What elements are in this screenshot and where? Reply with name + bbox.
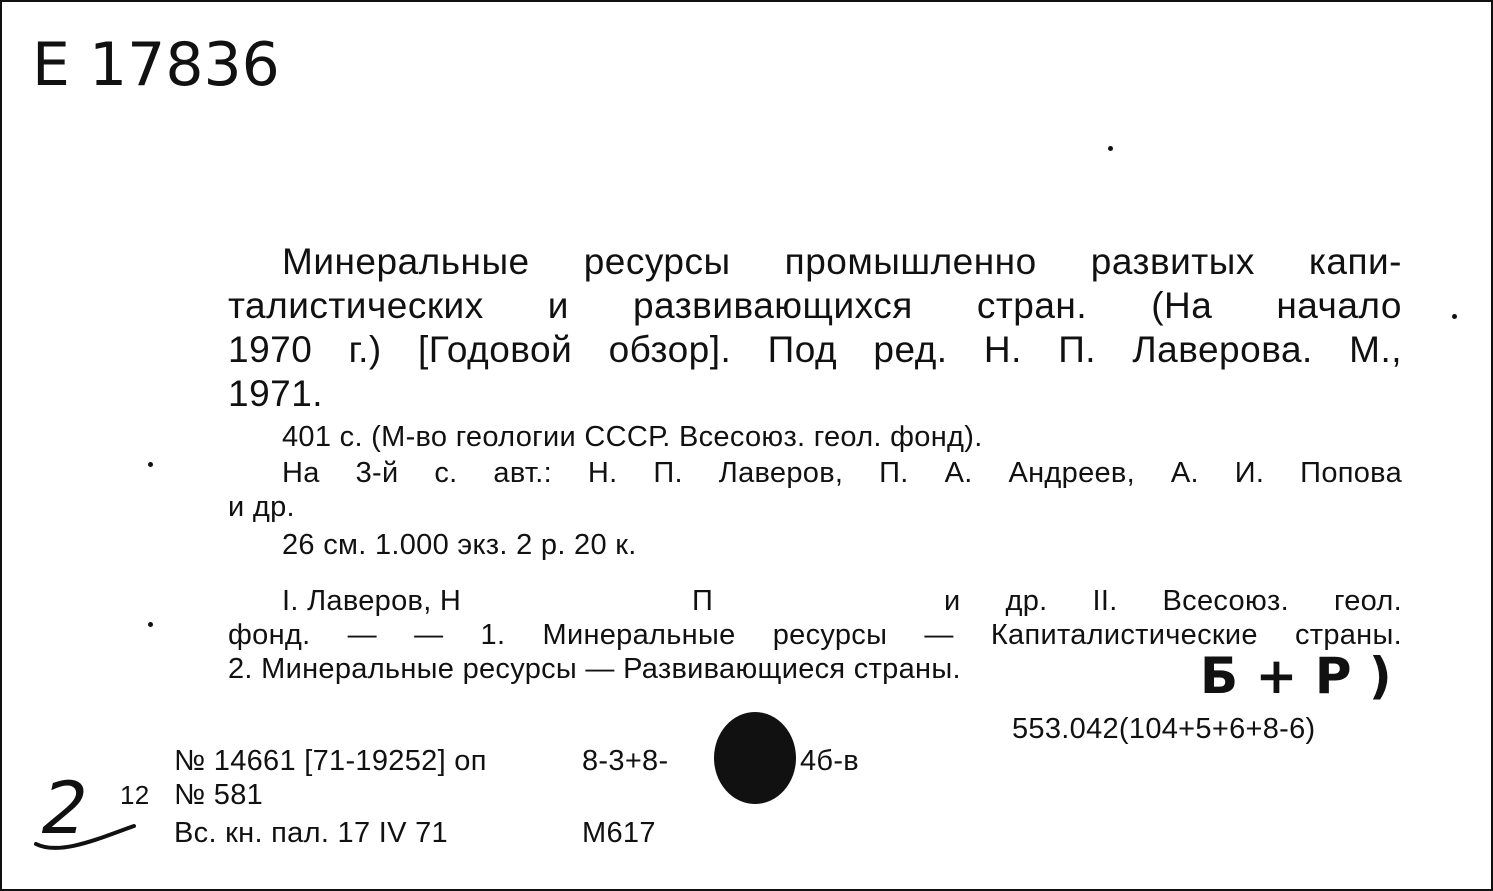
footer-line-1b: 8-3+8- xyxy=(582,745,669,777)
footer-line-2-number: 12 xyxy=(120,780,150,810)
tracing-line-3: 2. Минеральные ресурсы — Развивающиеся страны. xyxy=(228,653,961,685)
footer-line-1c: 4б-в xyxy=(800,745,860,777)
footer-line-1a: № 14661 [71-19252] оп xyxy=(174,745,487,777)
title-line-1: Минеральные ресурсы промышленно развитых капи- xyxy=(282,241,1402,282)
title-line-2: талистических и развивающихся стран. (На начало xyxy=(228,285,1402,326)
footer-line-3b: М617 xyxy=(582,817,656,849)
speck xyxy=(148,462,153,467)
tracing-line-1a: I. Лаверов, Н xyxy=(282,585,462,617)
handwritten-mark: 2 xyxy=(33,766,97,850)
description-line-3: и др. xyxy=(228,491,295,523)
call-number: Е 17836 xyxy=(32,30,280,100)
footer-line-2: № 581 xyxy=(174,779,264,811)
speck xyxy=(1108,146,1113,151)
ink-blot xyxy=(714,712,796,804)
tracing-line-1c: и др. II. Всесоюз. геол. xyxy=(944,585,1402,617)
title-line-4: 1971. xyxy=(228,373,324,414)
handwritten-stroke xyxy=(30,818,140,858)
footer-line-3a: Вс. кн. пал. 17 IV 71 xyxy=(174,817,448,849)
tracing-line-2: фонд. — — 1. Минеральные ресурсы — Капиталистические страны. xyxy=(228,619,1402,651)
description-line-1: 401 с. (М-во геологии СССР. Всесоюз. геол. фонд). xyxy=(282,421,983,453)
speck xyxy=(148,622,153,627)
title-line-3: 1970 г.) [Годовой обзор]. Под ред. Н. П. Лаверова. М., xyxy=(228,329,1402,370)
description-line-2: На 3-й с. авт.: Н. П. Лаверов, П. А. Андреев, А. И. Попова xyxy=(282,457,1402,489)
description-line-4: 26 см. 1.000 экз. 2 р. 20 к. xyxy=(282,529,637,561)
classification-code: 553.042(104+5+6+8-6) xyxy=(1012,713,1316,745)
speck xyxy=(1452,314,1457,319)
handwritten-note: Б + Р ) xyxy=(1200,647,1392,705)
tracing-line-1b: П xyxy=(692,585,714,617)
